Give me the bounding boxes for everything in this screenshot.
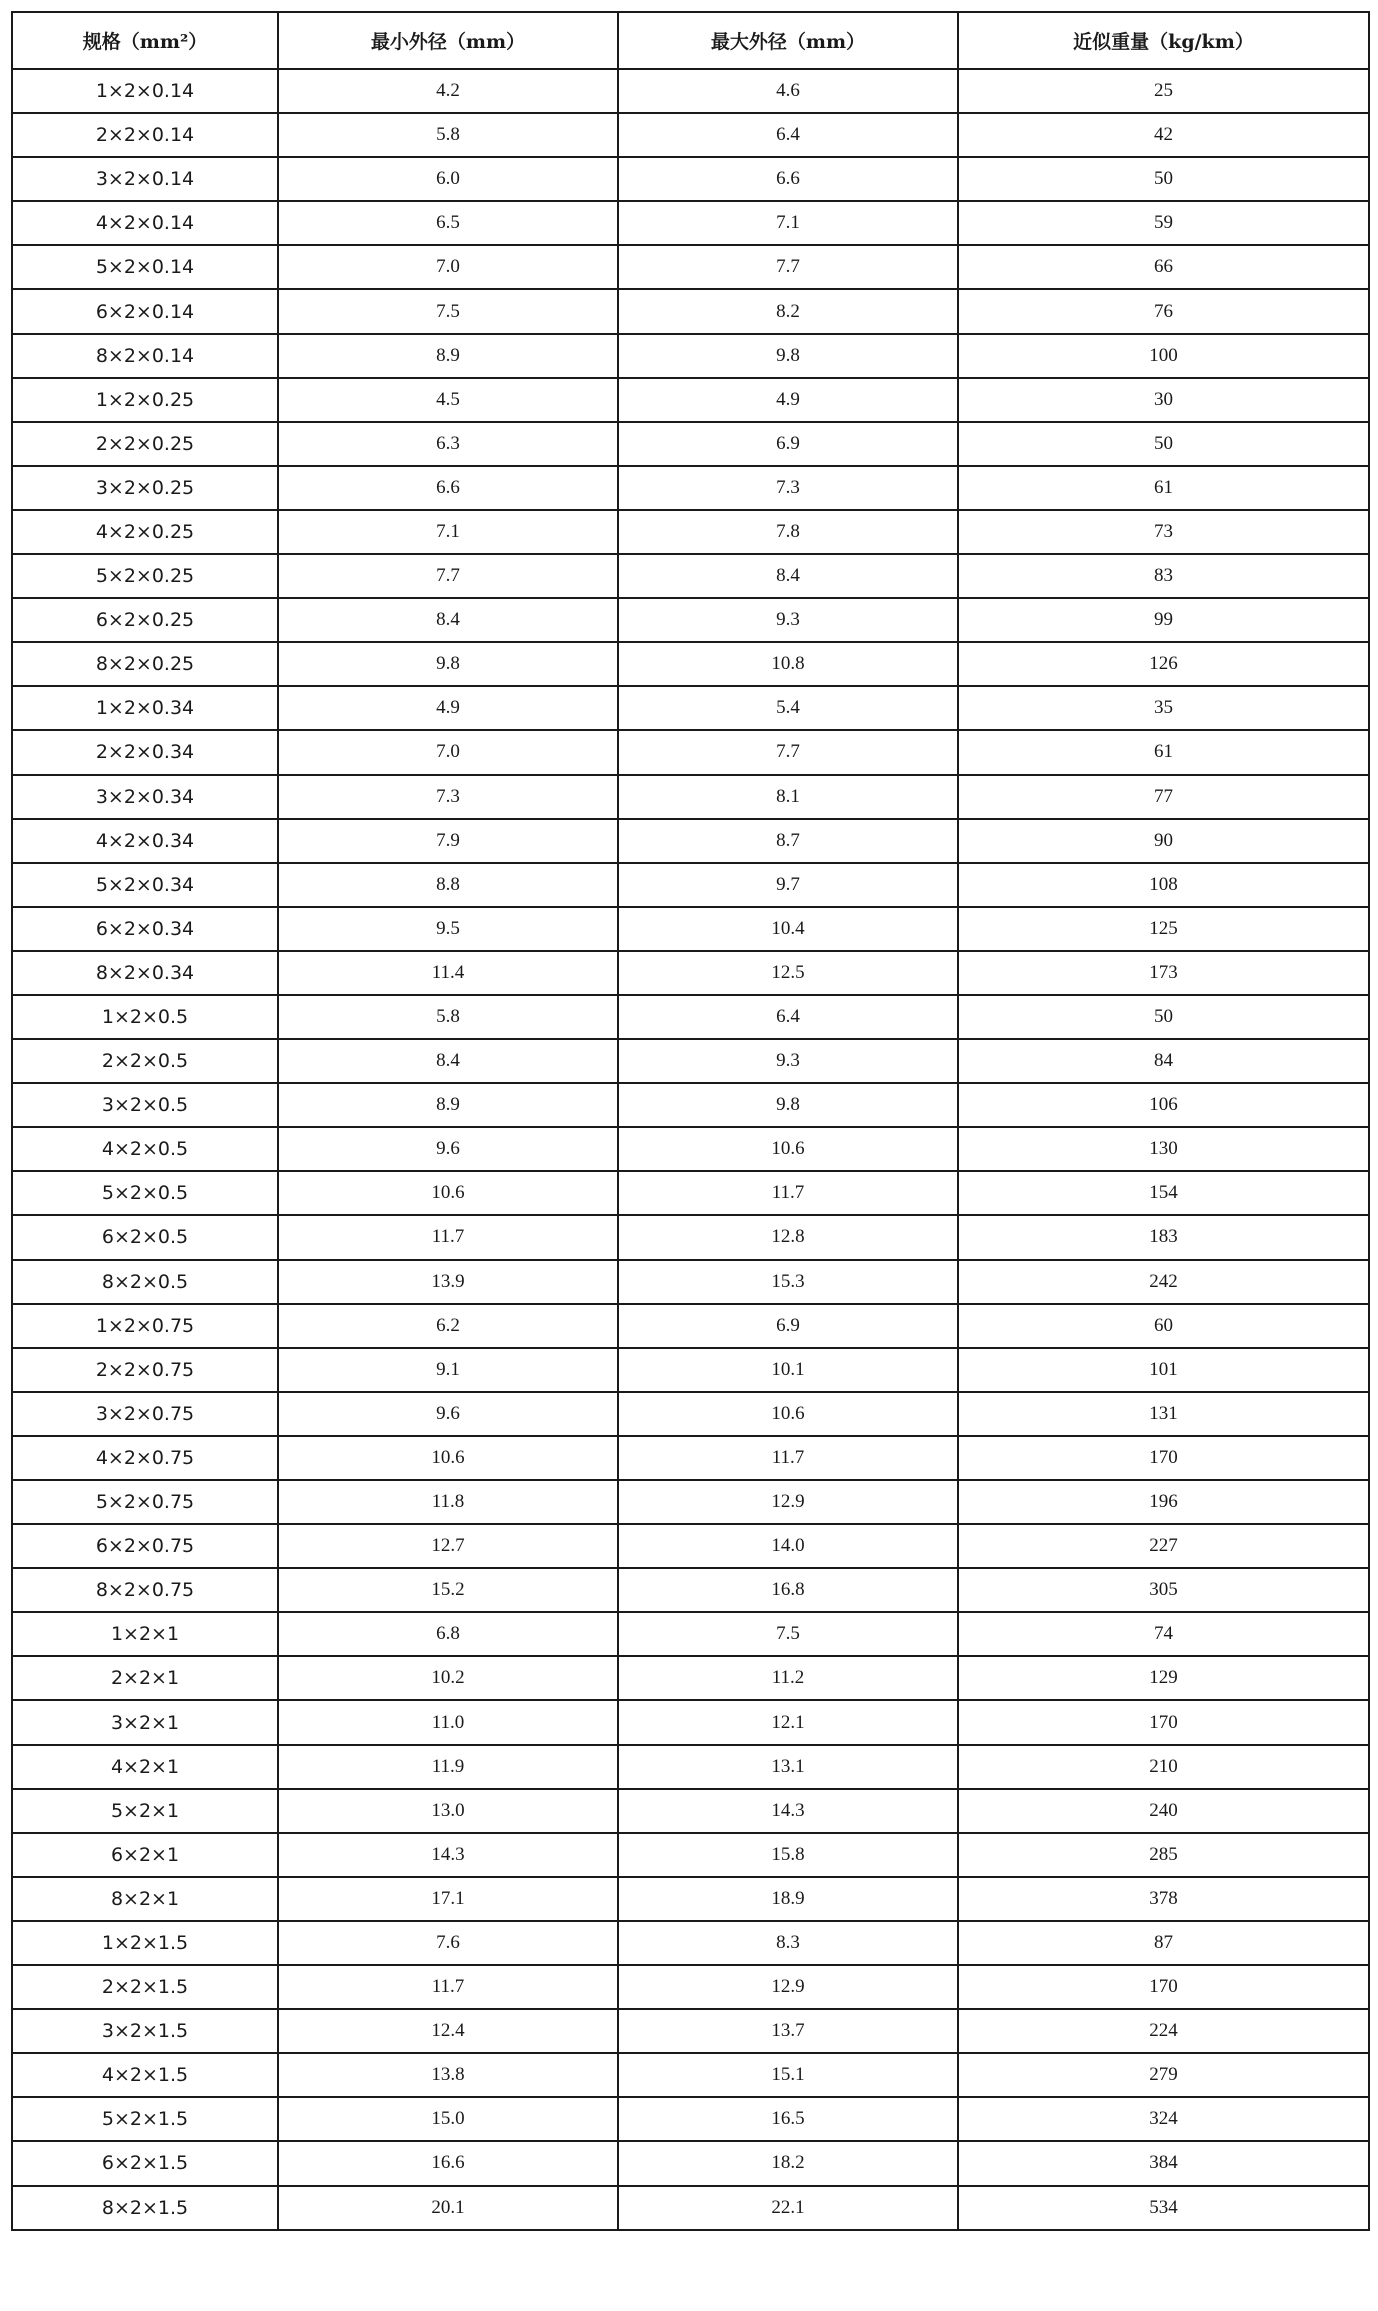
cell-spec: 2×2×1	[12, 1656, 278, 1700]
cell-min-outer-diameter: 5.8	[278, 995, 618, 1039]
cell-approx-weight: 173	[958, 951, 1369, 995]
cell-min-outer-diameter: 11.4	[278, 951, 618, 995]
cell-max-outer-diameter: 7.7	[618, 730, 958, 774]
cell-approx-weight: 129	[958, 1656, 1369, 1700]
table-row	[12, 245, 1369, 289]
cell-approx-weight: 131	[958, 1392, 1369, 1436]
table-row	[12, 554, 1369, 598]
cell-approx-weight: 61	[958, 730, 1369, 774]
cell-approx-weight: 74	[958, 1612, 1369, 1656]
cell-max-outer-diameter: 8.7	[618, 819, 958, 863]
cell-spec: 3×2×1.5	[12, 2009, 278, 2053]
cell-approx-weight: 99	[958, 598, 1369, 642]
cell-spec: 1×2×0.34	[12, 686, 278, 730]
cable-spec-table	[11, 11, 1370, 2231]
cell-spec: 2×2×1.5	[12, 1965, 278, 2009]
cell-spec: 6×2×1	[12, 1833, 278, 1877]
cell-approx-weight: 84	[958, 1039, 1369, 1083]
table-row	[12, 2097, 1369, 2141]
table-row	[12, 1304, 1369, 1348]
cell-min-outer-diameter: 10.6	[278, 1436, 618, 1480]
cell-approx-weight: 66	[958, 245, 1369, 289]
cell-min-outer-diameter: 11.9	[278, 1745, 618, 1789]
cell-spec: 6×2×0.34	[12, 907, 278, 951]
cell-min-outer-diameter: 4.2	[278, 69, 618, 113]
cell-approx-weight: 106	[958, 1083, 1369, 1127]
cell-max-outer-diameter: 12.8	[618, 1215, 958, 1259]
cell-approx-weight: 170	[958, 1436, 1369, 1480]
cell-spec: 4×2×0.14	[12, 201, 278, 245]
cell-max-outer-diameter: 18.2	[618, 2141, 958, 2185]
cell-approx-weight: 324	[958, 2097, 1369, 2141]
cell-min-outer-diameter: 8.9	[278, 1083, 618, 1127]
table-row	[12, 1348, 1369, 1392]
cell-min-outer-diameter: 4.5	[278, 378, 618, 422]
cell-max-outer-diameter: 12.9	[618, 1965, 958, 2009]
cell-approx-weight: 224	[958, 2009, 1369, 2053]
cell-max-outer-diameter: 6.6	[618, 157, 958, 201]
cell-min-outer-diameter: 13.8	[278, 2053, 618, 2097]
cell-spec: 5×2×1.5	[12, 2097, 278, 2141]
cell-min-outer-diameter: 12.7	[278, 1524, 618, 1568]
cell-spec: 4×2×0.25	[12, 510, 278, 554]
cell-max-outer-diameter: 15.8	[618, 1833, 958, 1877]
cell-spec: 4×2×0.34	[12, 819, 278, 863]
cell-max-outer-diameter: 6.9	[618, 1304, 958, 1348]
cell-max-outer-diameter: 7.8	[618, 510, 958, 554]
table-row	[12, 819, 1369, 863]
cell-approx-weight: 83	[958, 554, 1369, 598]
table-row	[12, 1436, 1369, 1480]
cell-max-outer-diameter: 14.3	[618, 1789, 958, 1833]
table-row	[12, 995, 1369, 1039]
cell-min-outer-diameter: 15.2	[278, 1568, 618, 1612]
cell-max-outer-diameter: 5.4	[618, 686, 958, 730]
table-row	[12, 1215, 1369, 1259]
cell-min-outer-diameter: 7.3	[278, 775, 618, 819]
table-row	[12, 1524, 1369, 1568]
cell-max-outer-diameter: 16.5	[618, 2097, 958, 2141]
cell-approx-weight: 50	[958, 157, 1369, 201]
cell-spec: 8×2×0.5	[12, 1260, 278, 1304]
header-min-outer-diameter: 最小外径（mm）	[278, 12, 618, 69]
cell-approx-weight: 196	[958, 1480, 1369, 1524]
cell-min-outer-diameter: 6.5	[278, 201, 618, 245]
cell-min-outer-diameter: 13.0	[278, 1789, 618, 1833]
cell-min-outer-diameter: 6.3	[278, 422, 618, 466]
cell-max-outer-diameter: 9.7	[618, 863, 958, 907]
cell-max-outer-diameter: 8.2	[618, 289, 958, 333]
table-row	[12, 1656, 1369, 1700]
cell-approx-weight: 130	[958, 1127, 1369, 1171]
cell-max-outer-diameter: 6.9	[618, 422, 958, 466]
cell-spec: 1×2×0.5	[12, 995, 278, 1039]
cell-max-outer-diameter: 11.7	[618, 1171, 958, 1215]
cell-spec: 6×2×0.5	[12, 1215, 278, 1259]
table-row	[12, 2009, 1369, 2053]
cell-spec: 5×2×0.25	[12, 554, 278, 598]
cell-approx-weight: 378	[958, 1877, 1369, 1921]
table-row	[12, 201, 1369, 245]
table-row	[12, 1700, 1369, 1744]
cell-spec: 3×2×1	[12, 1700, 278, 1744]
table-row	[12, 113, 1369, 157]
table-row	[12, 598, 1369, 642]
cell-min-outer-diameter: 7.5	[278, 289, 618, 333]
cell-min-outer-diameter: 6.0	[278, 157, 618, 201]
cell-spec: 2×2×0.75	[12, 1348, 278, 1392]
cell-max-outer-diameter: 10.1	[618, 1348, 958, 1392]
cell-min-outer-diameter: 11.8	[278, 1480, 618, 1524]
cell-max-outer-diameter: 22.1	[618, 2186, 958, 2230]
cell-min-outer-diameter: 7.9	[278, 819, 618, 863]
table-row	[12, 1171, 1369, 1215]
cell-approx-weight: 77	[958, 775, 1369, 819]
cell-min-outer-diameter: 7.6	[278, 1921, 618, 1965]
table-row	[12, 1083, 1369, 1127]
cell-max-outer-diameter: 10.6	[618, 1392, 958, 1436]
header-spec: 规格（mm²）	[12, 12, 278, 69]
cell-approx-weight: 227	[958, 1524, 1369, 1568]
cell-approx-weight: 125	[958, 907, 1369, 951]
cell-max-outer-diameter: 10.8	[618, 642, 958, 686]
table-row	[12, 1127, 1369, 1171]
cell-max-outer-diameter: 13.7	[618, 2009, 958, 2053]
table-row	[12, 1392, 1369, 1436]
cell-spec: 2×2×0.14	[12, 113, 278, 157]
header-row	[12, 12, 1369, 69]
cell-spec: 6×2×1.5	[12, 2141, 278, 2185]
cell-approx-weight: 240	[958, 1789, 1369, 1833]
cell-spec: 8×2×0.25	[12, 642, 278, 686]
cell-approx-weight: 50	[958, 995, 1369, 1039]
table-row	[12, 157, 1369, 201]
table-row	[12, 730, 1369, 774]
cell-max-outer-diameter: 8.4	[618, 554, 958, 598]
cell-max-outer-diameter: 12.1	[618, 1700, 958, 1744]
cell-max-outer-diameter: 18.9	[618, 1877, 958, 1921]
cell-spec: 1×2×0.25	[12, 378, 278, 422]
cell-max-outer-diameter: 15.3	[618, 1260, 958, 1304]
cell-min-outer-diameter: 15.0	[278, 2097, 618, 2141]
cell-max-outer-diameter: 6.4	[618, 995, 958, 1039]
cell-approx-weight: 42	[958, 113, 1369, 157]
table-row	[12, 378, 1369, 422]
cell-min-outer-diameter: 8.9	[278, 334, 618, 378]
cell-approx-weight: 170	[958, 1965, 1369, 2009]
cell-approx-weight: 210	[958, 1745, 1369, 1789]
cell-approx-weight: 154	[958, 1171, 1369, 1215]
cell-max-outer-diameter: 12.9	[618, 1480, 958, 1524]
cell-min-outer-diameter: 11.7	[278, 1965, 618, 2009]
cell-spec: 6×2×0.25	[12, 598, 278, 642]
cell-min-outer-diameter: 16.6	[278, 2141, 618, 2185]
cell-max-outer-diameter: 12.5	[618, 951, 958, 995]
cell-spec: 4×2×1.5	[12, 2053, 278, 2097]
cell-max-outer-diameter: 10.6	[618, 1127, 958, 1171]
cell-max-outer-diameter: 13.1	[618, 1745, 958, 1789]
cell-approx-weight: 126	[958, 642, 1369, 686]
cell-spec: 5×2×0.14	[12, 245, 278, 289]
cell-max-outer-diameter: 9.8	[618, 1083, 958, 1127]
cell-min-outer-diameter: 6.6	[278, 466, 618, 510]
cell-min-outer-diameter: 12.4	[278, 2009, 618, 2053]
cell-approx-weight: 25	[958, 69, 1369, 113]
cell-min-outer-diameter: 6.8	[278, 1612, 618, 1656]
cell-approx-weight: 279	[958, 2053, 1369, 2097]
cell-spec: 4×2×1	[12, 1745, 278, 1789]
cell-max-outer-diameter: 11.7	[618, 1436, 958, 1480]
table-row	[12, 1039, 1369, 1083]
cell-min-outer-diameter: 9.8	[278, 642, 618, 686]
table-row	[12, 1921, 1369, 1965]
cell-approx-weight: 30	[958, 378, 1369, 422]
cell-min-outer-diameter: 9.6	[278, 1127, 618, 1171]
cell-max-outer-diameter: 7.3	[618, 466, 958, 510]
table-row	[12, 1833, 1369, 1877]
cell-spec: 4×2×0.5	[12, 1127, 278, 1171]
cell-min-outer-diameter: 8.4	[278, 1039, 618, 1083]
cell-min-outer-diameter: 11.7	[278, 1215, 618, 1259]
cell-min-outer-diameter: 8.8	[278, 863, 618, 907]
cell-max-outer-diameter: 14.0	[618, 1524, 958, 1568]
cell-approx-weight: 183	[958, 1215, 1369, 1259]
cell-approx-weight: 242	[958, 1260, 1369, 1304]
table-row	[12, 1877, 1369, 1921]
cell-min-outer-diameter: 7.1	[278, 510, 618, 554]
cell-spec: 5×2×0.5	[12, 1171, 278, 1215]
table-row	[12, 422, 1369, 466]
cell-max-outer-diameter: 9.3	[618, 1039, 958, 1083]
cell-spec: 3×2×0.25	[12, 466, 278, 510]
table-row	[12, 2053, 1369, 2097]
cell-spec: 2×2×0.25	[12, 422, 278, 466]
table-row	[12, 69, 1369, 113]
cell-min-outer-diameter: 7.7	[278, 554, 618, 598]
cell-min-outer-diameter: 13.9	[278, 1260, 618, 1304]
cell-approx-weight: 534	[958, 2186, 1369, 2230]
cell-spec: 8×2×0.34	[12, 951, 278, 995]
cell-min-outer-diameter: 9.5	[278, 907, 618, 951]
cell-spec: 6×2×0.75	[12, 1524, 278, 1568]
cell-max-outer-diameter: 8.1	[618, 775, 958, 819]
table-row	[12, 642, 1369, 686]
table-row	[12, 1260, 1369, 1304]
cell-approx-weight: 59	[958, 201, 1369, 245]
cell-min-outer-diameter: 17.1	[278, 1877, 618, 1921]
cell-max-outer-diameter: 11.2	[618, 1656, 958, 1700]
cell-spec: 5×2×1	[12, 1789, 278, 1833]
cell-spec: 3×2×0.34	[12, 775, 278, 819]
cell-spec: 1×2×1	[12, 1612, 278, 1656]
cell-spec: 3×2×0.14	[12, 157, 278, 201]
table-row	[12, 510, 1369, 554]
cell-max-outer-diameter: 7.5	[618, 1612, 958, 1656]
table-row	[12, 1612, 1369, 1656]
cell-max-outer-diameter: 7.7	[618, 245, 958, 289]
cell-approx-weight: 35	[958, 686, 1369, 730]
table-row	[12, 863, 1369, 907]
cell-approx-weight: 87	[958, 1921, 1369, 1965]
cell-spec: 3×2×0.5	[12, 1083, 278, 1127]
cell-min-outer-diameter: 20.1	[278, 2186, 618, 2230]
table-row	[12, 686, 1369, 730]
cell-approx-weight: 108	[958, 863, 1369, 907]
table-header	[12, 12, 1369, 69]
cell-spec: 1×2×0.75	[12, 1304, 278, 1348]
cell-max-outer-diameter: 16.8	[618, 1568, 958, 1612]
header-max-outer-diameter: 最大外径（mm）	[618, 12, 958, 69]
cell-spec: 4×2×0.75	[12, 1436, 278, 1480]
cell-spec: 6×2×0.14	[12, 289, 278, 333]
cell-spec: 3×2×0.75	[12, 1392, 278, 1436]
cell-approx-weight: 100	[958, 334, 1369, 378]
cell-min-outer-diameter: 7.0	[278, 245, 618, 289]
cell-max-outer-diameter: 8.3	[618, 1921, 958, 1965]
cell-spec: 1×2×1.5	[12, 1921, 278, 1965]
cell-spec: 1×2×0.14	[12, 69, 278, 113]
cell-min-outer-diameter: 9.6	[278, 1392, 618, 1436]
cell-approx-weight: 50	[958, 422, 1369, 466]
cell-max-outer-diameter: 4.6	[618, 69, 958, 113]
cell-max-outer-diameter: 9.8	[618, 334, 958, 378]
cell-spec: 8×2×0.75	[12, 1568, 278, 1612]
cell-approx-weight: 305	[958, 1568, 1369, 1612]
cell-approx-weight: 60	[958, 1304, 1369, 1348]
cell-min-outer-diameter: 5.8	[278, 113, 618, 157]
cell-min-outer-diameter: 4.9	[278, 686, 618, 730]
cell-spec: 8×2×1.5	[12, 2186, 278, 2230]
cell-max-outer-diameter: 15.1	[618, 2053, 958, 2097]
cell-spec: 2×2×0.5	[12, 1039, 278, 1083]
table-body	[12, 69, 1369, 2230]
table-row	[12, 466, 1369, 510]
table-row	[12, 2141, 1369, 2185]
table-row	[12, 1568, 1369, 1612]
cell-min-outer-diameter: 10.2	[278, 1656, 618, 1700]
table-row	[12, 1480, 1369, 1524]
cell-spec: 2×2×0.34	[12, 730, 278, 774]
cell-approx-weight: 90	[958, 819, 1369, 863]
cell-approx-weight: 101	[958, 1348, 1369, 1392]
cell-max-outer-diameter: 4.9	[618, 378, 958, 422]
cell-min-outer-diameter: 9.1	[278, 1348, 618, 1392]
cell-approx-weight: 61	[958, 466, 1369, 510]
cell-max-outer-diameter: 9.3	[618, 598, 958, 642]
table-row	[12, 907, 1369, 951]
table-row	[12, 775, 1369, 819]
cell-min-outer-diameter: 7.0	[278, 730, 618, 774]
cell-approx-weight: 384	[958, 2141, 1369, 2185]
cell-min-outer-diameter: 11.0	[278, 1700, 618, 1744]
header-approx-weight: 近似重量（kg/km）	[958, 12, 1369, 69]
cell-approx-weight: 285	[958, 1833, 1369, 1877]
table-row	[12, 1789, 1369, 1833]
cell-max-outer-diameter: 7.1	[618, 201, 958, 245]
cell-max-outer-diameter: 10.4	[618, 907, 958, 951]
table-row	[12, 2186, 1369, 2230]
table-row	[12, 289, 1369, 333]
table-row	[12, 1965, 1369, 2009]
cell-spec: 8×2×1	[12, 1877, 278, 1921]
cell-spec: 8×2×0.14	[12, 334, 278, 378]
cell-approx-weight: 73	[958, 510, 1369, 554]
cell-spec: 5×2×0.34	[12, 863, 278, 907]
cell-min-outer-diameter: 10.6	[278, 1171, 618, 1215]
cell-min-outer-diameter: 14.3	[278, 1833, 618, 1877]
cell-min-outer-diameter: 8.4	[278, 598, 618, 642]
table-row	[12, 334, 1369, 378]
cell-spec: 5×2×0.75	[12, 1480, 278, 1524]
cell-approx-weight: 170	[958, 1700, 1369, 1744]
cell-min-outer-diameter: 6.2	[278, 1304, 618, 1348]
cell-approx-weight: 76	[958, 289, 1369, 333]
table-row	[12, 951, 1369, 995]
cell-max-outer-diameter: 6.4	[618, 113, 958, 157]
table-row	[12, 1745, 1369, 1789]
